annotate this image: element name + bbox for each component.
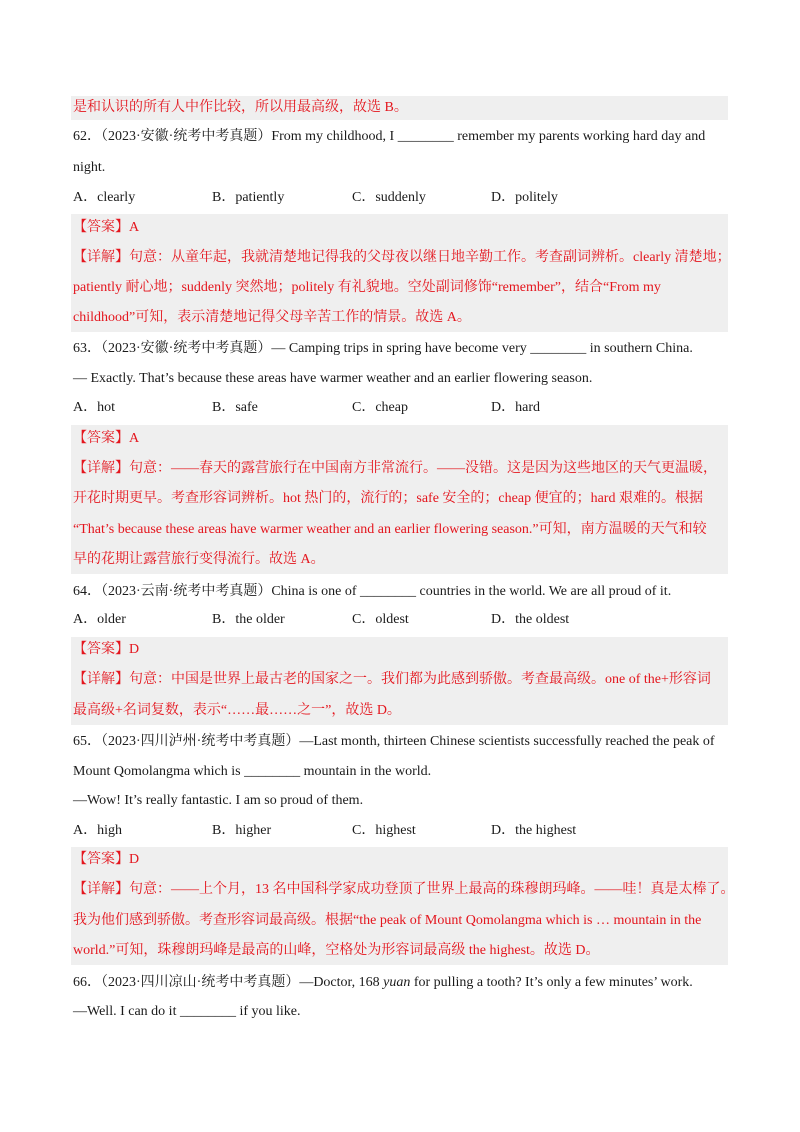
- explanation-line: world.”可知，珠穆朗玛峰是最高的山峰，空格处为形容词最高级 the highest。故选 D。: [73, 943, 600, 958]
- question-62-stem-line: 62．（2023·安徽·统考中考真题）From my childhood, I ________ remember my parents working hard day and: [73, 129, 706, 144]
- answer-box-previous: [71, 96, 728, 120]
- explanation-line: 【详解】句意：从童年起，我就清楚地记得我的父母夜以继日地辛勤工作。考查副词辨析。clearly 清楚地；: [73, 250, 731, 265]
- option-c: C．cheap: [352, 400, 408, 415]
- question-65-stem-line: 65．（2023·四川泸州·统考中考真题）—Last month, thirteen Chinese scientists successfully reached the peak of: [73, 734, 715, 749]
- answer-box-65: [71, 847, 735, 965]
- question-62-stem-line: night.: [73, 160, 106, 175]
- question-63-stem-line: — Exactly. That’s because these areas have warmer weather and an earlier flowering season.: [73, 371, 593, 386]
- option-c: C．oldest: [352, 612, 409, 627]
- explanation-line: 是和认识的所有人中作比较，所以用最高级，故选 B。: [73, 100, 408, 115]
- answer-label: 【答案】D: [73, 642, 140, 657]
- answer-box-62: [71, 214, 731, 332]
- explanation-line: 早的花期让露营旅行变得流行。故选 A。: [73, 552, 325, 567]
- question-66-stem-line: 66．（2023·四川凉山·统考中考真题）—Doctor, 168 yuan for pulling a tooth? It’s only a few minutes’ work.: [73, 975, 693, 990]
- answer-label: 【答案】A: [73, 220, 140, 235]
- answer-label: 【答案】D: [73, 852, 140, 867]
- question-63-stem-line: 63．（2023·安徽·统考中考真题）— Camping trips in spring have become very ________ in southern China.: [73, 341, 693, 356]
- option-a: A．hot: [73, 400, 115, 415]
- explanation-line: childhood”可知，表示清楚地记得父母辛苦工作的情景。故选 A。: [73, 310, 471, 325]
- explanation-line: 【详解】句意：——上个月，13 名中国科学家成功登顶了世界上最高的珠穆朗玛峰。——哇！真是太棒了。: [73, 882, 735, 897]
- explanation-line: 【详解】句意：中国是世界上最古老的国家之一。我们都为此感到骄傲。考查最高级。one of the+形容词: [73, 672, 711, 687]
- answer-box-64: [71, 637, 728, 725]
- option-d: D．the highest: [491, 823, 577, 838]
- option-c: C．suddenly: [352, 190, 426, 205]
- option-b: B．higher: [212, 823, 272, 838]
- explanation-line: “That’s because these areas have warmer weather and an earlier flowering season.”可知，南方温暖的天气和较: [73, 522, 707, 537]
- question-65-stem-line: Mount Qomolangma which is ________ mountain in the world.: [73, 764, 432, 779]
- option-d: D．hard: [491, 400, 540, 415]
- option-a: A．clearly: [73, 190, 136, 205]
- question-65-stem-line: —Wow! It’s really fantastic. I am so proud of them.: [73, 793, 364, 808]
- option-b: B．the older: [212, 612, 285, 627]
- explanation-line: 开花时期更早。考查形容词辨析。hot 热门的，流行的；safe 安全的；cheap 便宜的；hard 艰难的。根据: [73, 491, 703, 506]
- option-d: D．the oldest: [491, 612, 570, 627]
- option-c: C．highest: [352, 823, 416, 838]
- explanation-line: 最高级+名词复数，表示“……最……之一”，故选 D。: [73, 703, 401, 718]
- explanation-line: patiently 耐心地；suddenly 突然地；politely 有礼貌地。空处副词修饰“remember”，结合“From my: [73, 280, 661, 295]
- option-a: A．older: [73, 612, 126, 627]
- option-b: B．patiently: [212, 190, 285, 205]
- question-66-stem-line: —Well. I can do it ________ if you like.: [73, 1004, 301, 1019]
- option-d: D．politely: [491, 190, 558, 205]
- answer-box-63: [71, 425, 728, 574]
- explanation-line: 【详解】句意：——春天的露营旅行在中国南方非常流行。——没错。这是因为这些地区的天气更温暖，: [73, 461, 717, 476]
- answer-label: 【答案】A: [73, 431, 140, 446]
- option-a: A．high: [73, 823, 122, 838]
- option-b: B．safe: [212, 400, 258, 415]
- explanation-line: 我为他们感到骄傲。考查形容词最高级。根据“the peak of Mount Qomolangma which is … mountain in the: [73, 913, 702, 928]
- question-64-stem-line: 64．（2023·云南·统考中考真题）China is one of ________ countries in the world. We are all proud of it.: [73, 584, 672, 599]
